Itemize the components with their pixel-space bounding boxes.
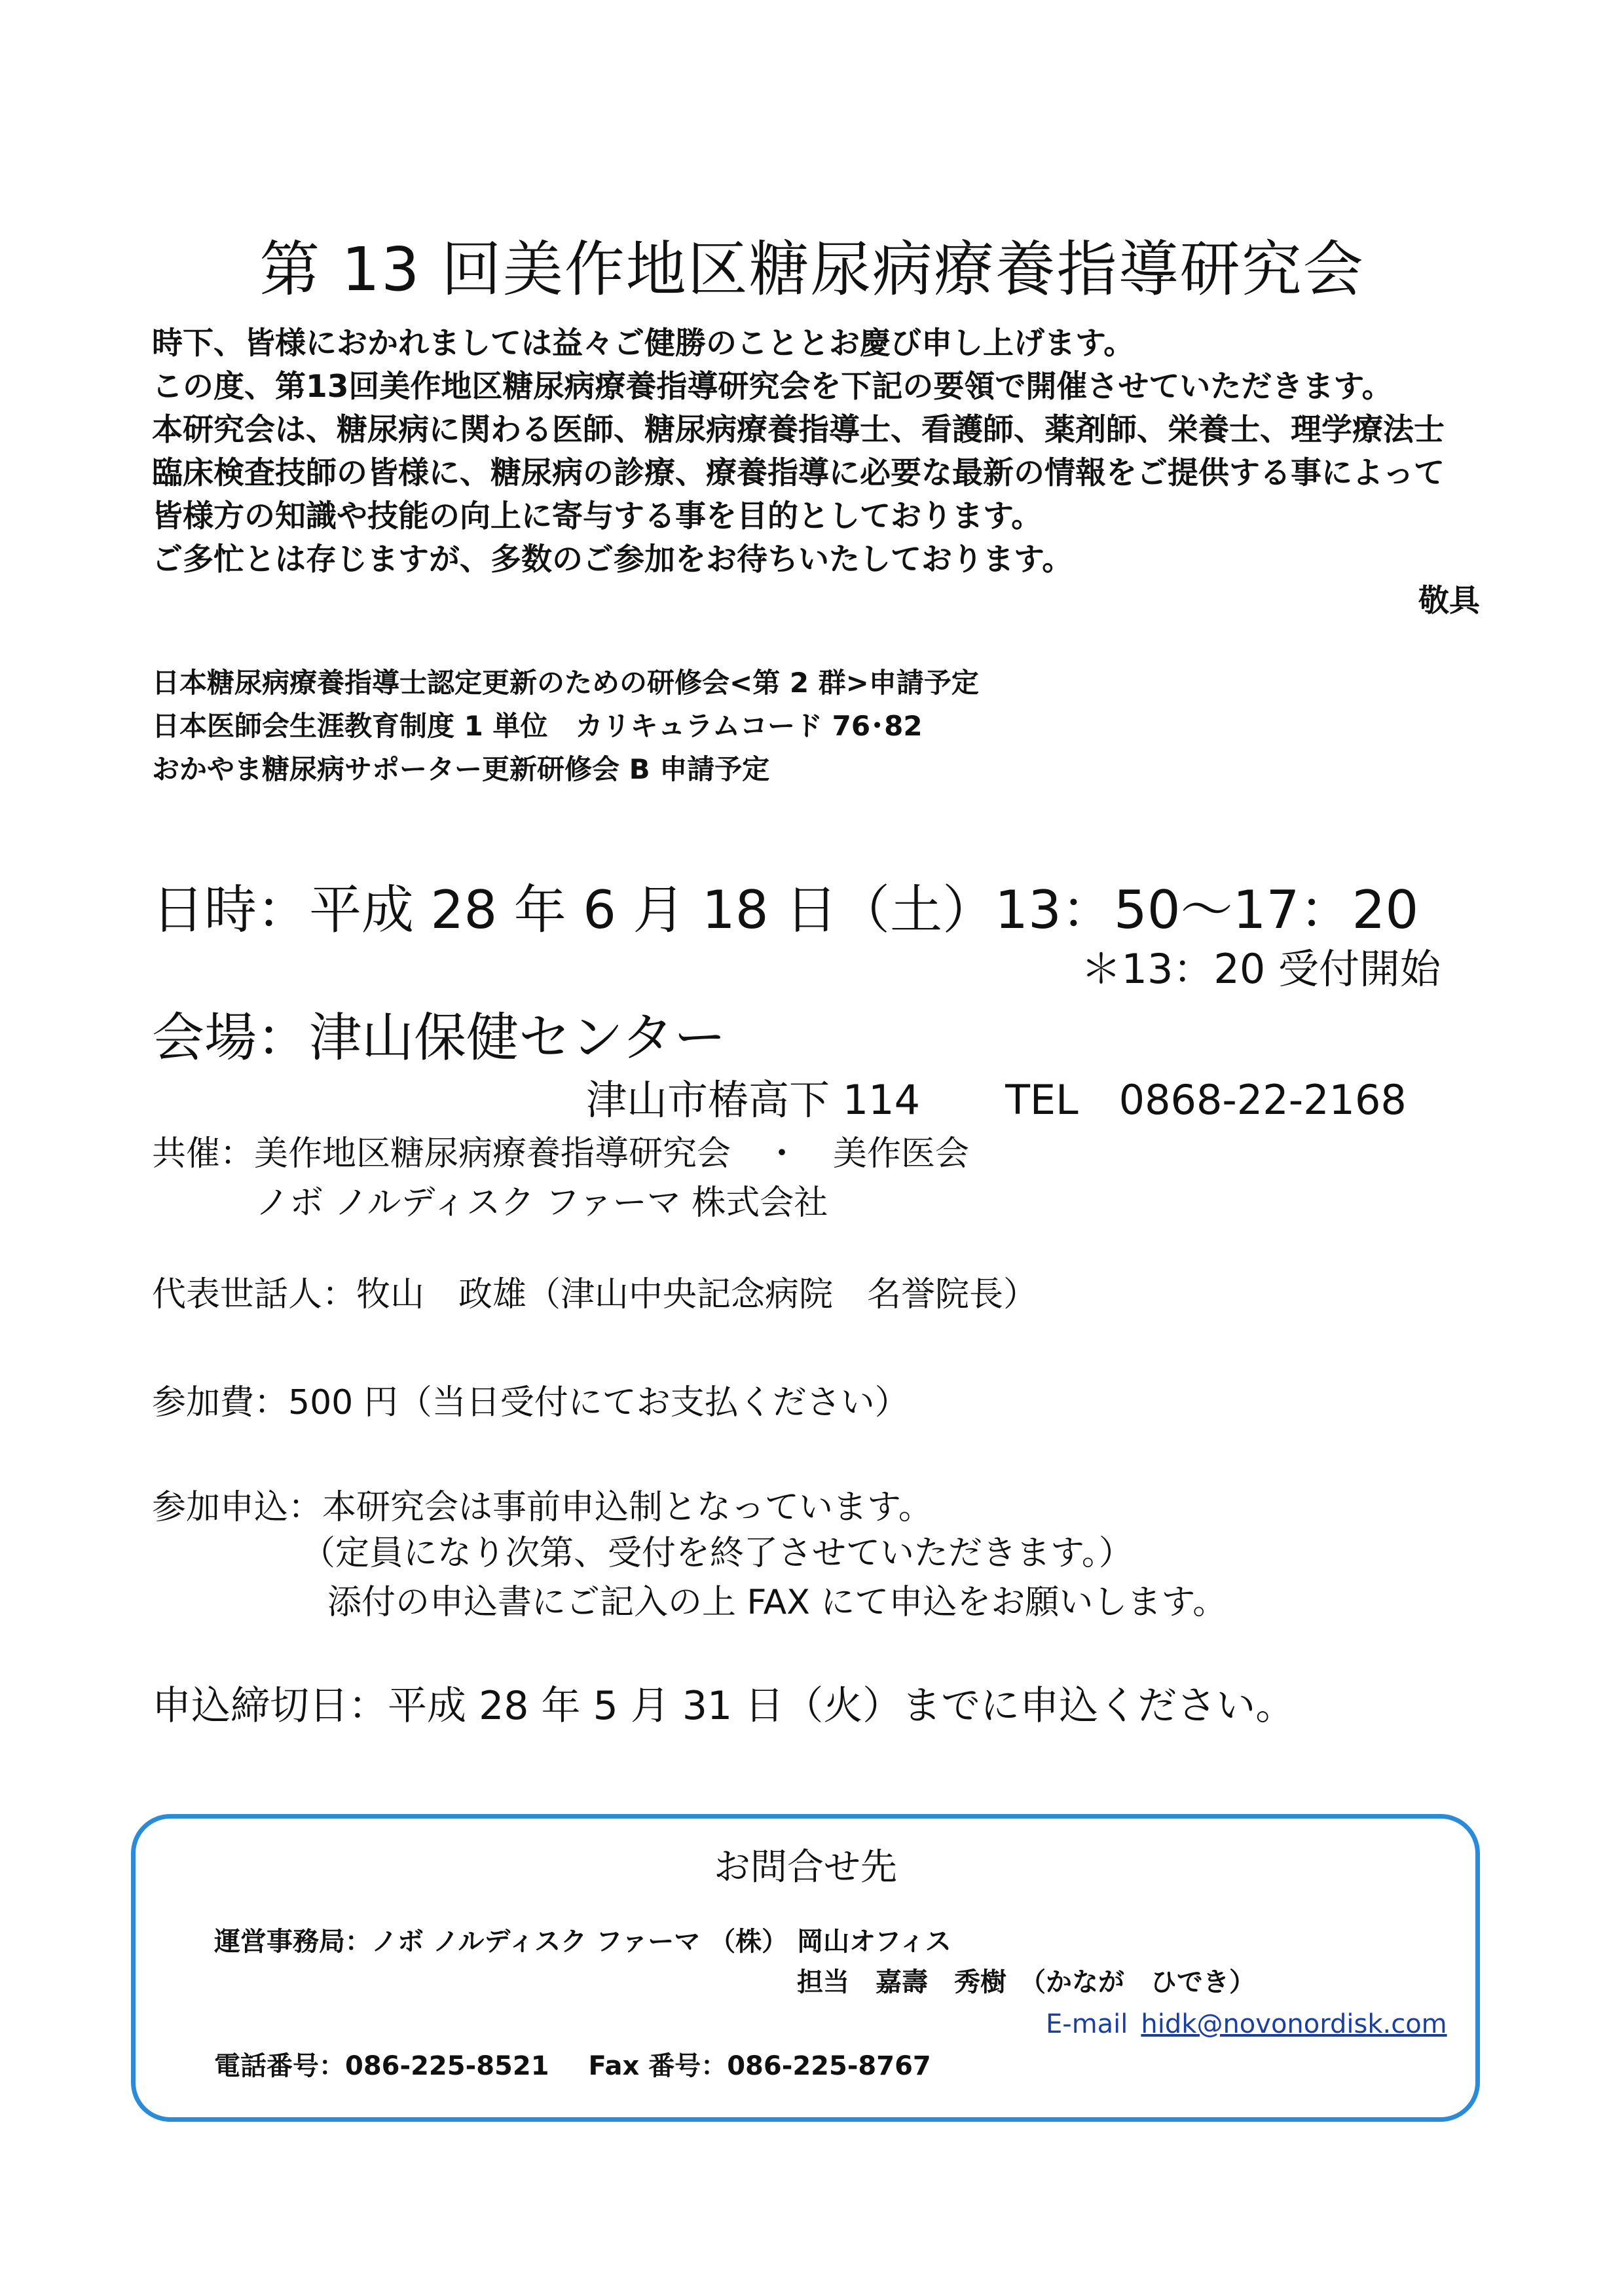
phone-number: 電話番号：086-225-8521 [214,2051,549,2081]
fax-number: Fax 番号：086-225-8767 [588,2051,931,2081]
participation-fee: 参加費：500 円（当日受付にてお支払ください） [152,1383,909,1422]
intro-paragraph [152,322,1488,582]
event-datetime: 日時：平成 28 年 6 月 18 日（土）13：50～17：20 [152,880,1419,940]
contact-office: 運営事務局：ノボ ノルディスク ファーマ （株） 岡山オフィス [214,1927,951,1957]
event-venue: 会場：津山保健センター [152,1007,726,1068]
intro-line: 本研究会は、糖尿病に関わる医師、糖尿病療養指導士、看護師、薬剤師、栄養士、理学療法士 [152,412,1445,448]
page-title: 第 13 回美作地区糖尿病療養指導研究会 [259,234,1365,305]
intro-line: この度、第13回美作地区糖尿病療養指導研究会を下記の要領で開催させていただきます。 [152,369,1393,405]
email-link[interactable]: hidk@novonordisk.com [1141,2009,1447,2039]
contact-heading: お問合せ先 [714,1846,897,1889]
email-label: E-mail [1046,2009,1128,2039]
credit-item: おかやま糖尿病サポーター更新研修会 B 申請予定 [152,753,770,785]
venue-address-line [586,1074,1407,1126]
intro-line: 時下、皆様におかれましては益々ご健勝のこととお慶び申し上げます。 [152,325,1135,361]
venue-address: 津山市椿高下 114 [586,1076,921,1124]
application-deadline: 申込締切日：平成 28 年 5 月 31 日（火）までに申込ください。 [152,1683,1295,1729]
contact-person: 担当 嘉壽 秀樹 （かなが ひでき） [797,1967,1255,1997]
reception-time: ＊13：20 受付開始 [1080,945,1441,993]
intro-line: 臨床検査技師の皆様に、糖尿病の診療、療養指導に必要な最新の情報をご提供する事によって [152,455,1445,491]
venue-tel: TEL 0868-22-2168 [1005,1076,1407,1124]
application-line: 参加申込：本研究会は事前申込制となっています。 [152,1488,932,1527]
intro-line: 皆様方の知識や技能の向上に寄与する事を目的としております。 [152,498,1043,534]
cohost-line-2: ノボ ノルディスク ファーマ 株式会社 [255,1183,828,1223]
contact-email-line [1046,2006,1447,2043]
application-line: （定員になり次第、受付を終了させていただきます。） [301,1534,1133,1573]
closing-salutation: 敬具 [1418,583,1480,619]
cohost-line: 共催：美作地区糖尿病療養指導研究会 ・ 美作医会 [152,1134,970,1174]
credits-list [152,661,979,791]
credit-item: 日本医師会生涯教育制度 1 単位 カリキュラムコード 76･82 [152,710,923,742]
contact-box [131,1814,1480,2122]
representative: 代表世話人：牧山 政雄（津山中央記念病院 名誉院長） [152,1275,1038,1314]
contact-phones [214,2048,931,2084]
credit-item: 日本糖尿病療養指導士認定更新のための研修会<第 2 群>申請予定 [152,667,979,699]
application-line: 添付の申込書にご記入の上 FAX にて申込をお願いします。 [327,1583,1227,1622]
intro-line: ご多忙とは存じますが、多数のご参加をお待ちいたしております。 [152,542,1073,578]
